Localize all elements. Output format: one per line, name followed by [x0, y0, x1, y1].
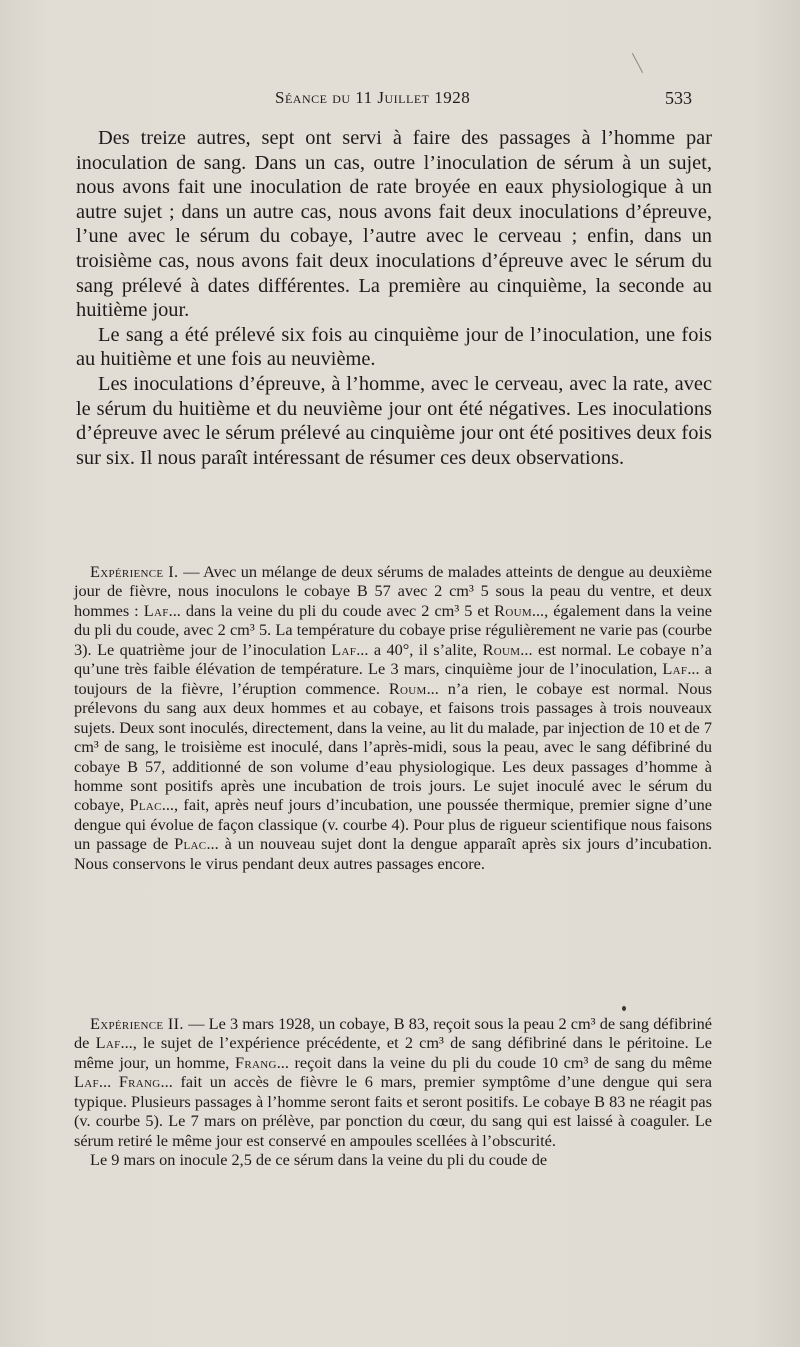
- page-number: 533: [665, 88, 692, 108]
- experiment-2: [74, 1014, 712, 1170]
- experiment-paragraph: [74, 562, 712, 873]
- experiment-paragraph: [74, 1150, 712, 1169]
- text-run: ... a toujours de la fièvre, l’éruption commence.: [74, 659, 713, 698]
- text-run: Le 9 mars on inocule 2,5 de ce sérum dans la veine du pli du coude de: [90, 1150, 548, 1170]
- text-run: ..., le sujet de l’expérience précédente, et 2 cm³ de sang défibriné dans le péritoine. Le même jour, un homme,: [74, 1033, 713, 1072]
- paragraph: Des treize autres, sept ont servi à faire des passages à l’homme par inoculation de sang. Dans un cas, outre l’inoculation de sérum à un sujet, nous avons fait une inoculation de rate broyée en eaux physiologique à un autre sujet ; dans un autre cas, nous avons fait deux inoculations d’épreuve, l’une avec le sérum du cobaye, l’autre avec le cerveau ; enfin, dans un troisième cas, nous avons fait deux inoculations d’épreuve avec le sérum du sang prélevé à dates différentes. La première au cinquième, la seconde au huitième jour.: [76, 127, 712, 322]
- ink-speck: [622, 1006, 626, 1011]
- text-run: — Avec un mélange de deux sérums de malades atteints de dengue au deuxième jour de fièvre, nous inoculons le cobaye B 57 avec 2 cm³ 5 sous la peau du ventre, et deux hommes :: [74, 562, 712, 620]
- paragraph: Le sang a été prélevé six fois au cinquième jour de l’inoculation, une fois au huitième et une fois au neuvième.: [76, 323, 712, 371]
- subject-name: Plac: [129, 795, 162, 815]
- experiment-1: [74, 562, 712, 873]
- subject-name: Frang: [234, 1052, 277, 1072]
- margin-mark: [632, 53, 643, 73]
- experiment-heading: Expérience II.: [90, 1014, 189, 1033]
- text-run: ... reçoit dans la veine du pli du coude 10 cm³ de sang du même: [276, 1052, 712, 1072]
- subject-name: Plac: [174, 834, 207, 854]
- text-run: ... est normal. Le cobaye n’a qu’une très faible élévation de température. Le 3 mars, cinquième jour de l’inoculation,: [74, 639, 712, 679]
- subject-name: Laf: [662, 659, 688, 679]
- subject-name: Frang: [118, 1072, 161, 1092]
- subject-name: Roum: [494, 600, 532, 620]
- subject-name: Laf: [331, 639, 357, 659]
- text-run: — Le 3 mars 1928, un cobaye, B 83, reçoit sous la peau 2 cm³ de sang défibriné de: [74, 1014, 713, 1053]
- text-run: ... fait un accès de fièvre le 6 mars, premier symptôme d’une dengue qui sera typique. Plusieurs passages à l’homme seront faits et seront positifs. Le cobaye B 83 ne réagit pas (v. courbe 5). Le 7 mars on prélève, par ponction du cœur, du sang qui est laissé à coaguler. Le sérum retiré le même jour est conservé en ampoules scellées à l’obscurité.: [74, 1072, 712, 1150]
- subject-name: Laf: [95, 1033, 121, 1053]
- subject-name: Roum: [482, 639, 521, 659]
- text-run: ...: [98, 1072, 119, 1092]
- experiment-paragraph: [74, 1014, 712, 1150]
- paragraph: Les inoculations d’épreuve, à l’homme, avec le cerveau, avec la rate, avec le sérum du huitième et du neuvième jour ont été négatives. Les inoculations d’épreuve avec le sérum prélevé au cinquième jour ont été positives deux fois sur six. Il nous paraît intéressant de résumer ces deux observations.: [76, 372, 712, 469]
- text-run: ..., également dans la veine du pli du coude, avec 2 cm³ 5. La température du cobaye prise régulièrement ne varie pas (courbe 3). Le quatrième jour de l’inoculation: [74, 600, 712, 659]
- subject-name: Laf: [143, 600, 169, 620]
- text-run: ... a 40°, il s’alite,: [356, 639, 483, 659]
- running-head: [0, 88, 800, 112]
- text-run: ..., fait, après neuf jours d’incubation, une poussée thermique, premier signe d’une dengue qui évolue de façon classique (v. courbe 4). Pour plus de rigueur scientifique nous faisons un passage de: [74, 795, 712, 854]
- experiment-heading: Expérience I.: [90, 562, 184, 581]
- text-run: ... dans la veine du pli du coude avec 2 cm³ 5 et: [168, 600, 495, 620]
- text-run: ... à un nouveau sujet dont la dengue apparaît après six jours d’incubation. Nous conservons le virus pendant deux autres passages encore.: [74, 834, 712, 873]
- text-run: ... n’a rien, le cobaye est normal. Nous prélevons du sang aux deux hommes et au cobaye, et faisons trois passages à trois nouveaux sujets. Deux sont inoculés, directement, dans la veine, au lit du malade, par injection de 10 et de 7 cm³ de sang, le troisième est inoculé, dans l’après-midi, sous la peau, avec le sang défibriné du cobaye B 57, additionné de son volume d’eau physiologique. Les deux passages d’homme à homme sont positifs après une incubation de trois jours. Le sujet inoculé avec le sérum du cobaye,: [74, 678, 712, 815]
- subject-name: Laf: [74, 1072, 99, 1092]
- subject-name: Roum: [388, 678, 427, 698]
- main-text: [76, 126, 712, 470]
- running-title: Séance du 11 Juillet 1928: [275, 88, 471, 107]
